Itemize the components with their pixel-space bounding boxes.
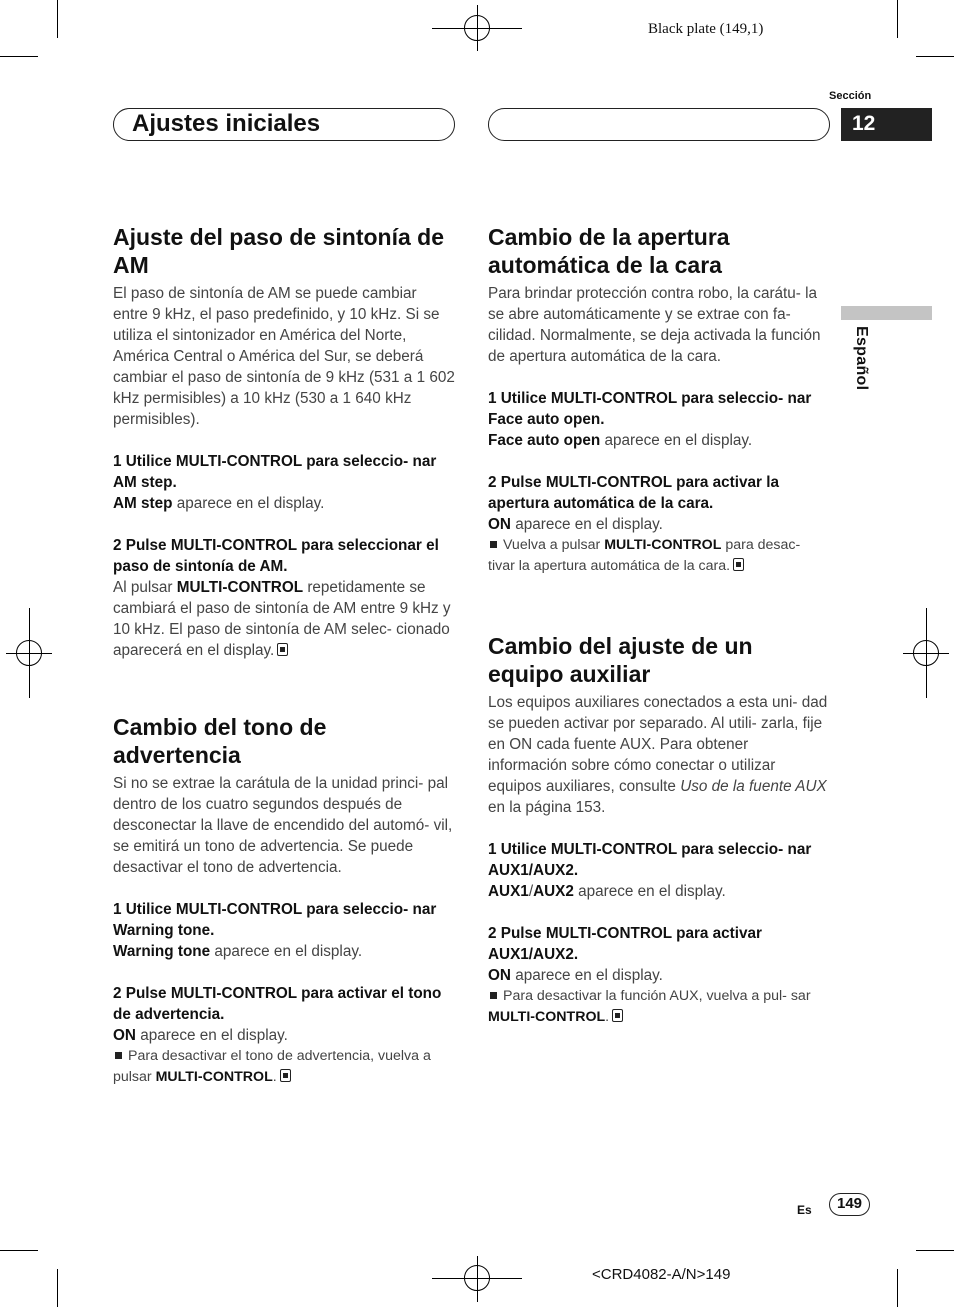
header-title: Ajustes iniciales bbox=[132, 110, 321, 137]
footer-lang-code: Es bbox=[797, 1203, 812, 1217]
end-mark-icon bbox=[612, 1009, 623, 1022]
bullet-square-icon bbox=[115, 1052, 122, 1059]
step-1: 1 Utilice MULTI-CONTROL para seleccio- nar AM step. bbox=[113, 453, 437, 491]
left-column bbox=[113, 223, 455, 1088]
section-number-badge: 12 bbox=[841, 108, 932, 141]
plate-label: Black plate (149,1) bbox=[648, 21, 764, 37]
section-title: Cambio del tono de advertencia bbox=[113, 714, 327, 768]
header-pill-right bbox=[488, 108, 830, 141]
note: Vuelva a pulsar MULTI-CONTROL para desac- tivar la apertura automática de la cara. bbox=[488, 537, 801, 574]
right-column bbox=[488, 223, 830, 1028]
section-am-step bbox=[113, 223, 455, 661]
crop-mark-tr-v bbox=[897, 0, 898, 38]
step-2: 2 Pulse MULTI-CONTROL para activar AUX1/AUX2. bbox=[488, 925, 762, 963]
step-1-result: AUX1/AUX2 aparece en el display. bbox=[488, 883, 726, 900]
section-aux bbox=[488, 632, 830, 1028]
crop-mark-tl-h bbox=[0, 56, 38, 57]
step-1: 1 Utilice MULTI-CONTROL para seleccio- nar AUX1/AUX2. bbox=[488, 841, 812, 879]
job-code: <CRD4082-A/N>149 bbox=[592, 1266, 731, 1283]
crop-mark-br-v bbox=[897, 1269, 898, 1307]
crop-mark-tl-v bbox=[57, 0, 58, 38]
step-2-result: ON aparece en el display. bbox=[488, 516, 663, 533]
end-mark-icon bbox=[733, 558, 744, 571]
bullet-square-icon bbox=[490, 992, 497, 999]
page-number: 149 bbox=[829, 1193, 870, 1216]
language-tab-bar bbox=[841, 306, 932, 320]
section-label: Sección bbox=[829, 90, 872, 102]
step-2-result: Al pulsar MULTI-CONTROL repetidamente se cambiará el paso de sintonía de AM entre 9 kHz y 10 kHz. El paso de sintonía de AM selec- cionado aparecerá en el display. bbox=[113, 579, 451, 659]
section-title: Cambio del ajuste de un equipo auxiliar bbox=[488, 633, 753, 687]
crop-mark-bl-h bbox=[0, 1250, 38, 1251]
bullet-square-icon bbox=[490, 541, 497, 548]
step-1: 1 Utilice MULTI-CONTROL para seleccio- nar Face auto open. bbox=[488, 390, 812, 428]
section-intro: El paso de sintonía de AM se puede cambiar entre 9 kHz, el paso predefinido, y 10 kHz. Si se utiliza el sintonizador en América del Norte, América Central o América del Sur, se deberá cambiar el paso de sintonía de 9 kHz (531 a 1 602 kHz permisibles) a 10 kHz (530 a 1 640 kHz permisibles). bbox=[113, 285, 455, 428]
crop-mark-tr-h bbox=[916, 56, 954, 57]
section-intro: Si no se extrae la carátula de la unidad princi- pal dentro de los cuatro segundos después de desconectar la llave de encendido del automó- vil, se emitirá un tono de advertencia. Se puede desactivar el tono de advertencia. bbox=[113, 775, 453, 876]
step-1: 1 Utilice MULTI-CONTROL para seleccio- nar Warning tone. bbox=[113, 901, 437, 939]
crop-mark-bl-v bbox=[57, 1269, 58, 1307]
end-mark-icon bbox=[277, 643, 288, 656]
section-face-open bbox=[488, 223, 830, 577]
section-intro: Los equipos auxiliares conectados a esta uni- dad se pueden activar por separado. Al utili- zarla, fije en ON cada fuente AUX. Para obtener información sobre cómo conectar o utilizar equipos auxiliares, consulte Uso de la fuente AUX en la página 153. bbox=[488, 694, 828, 816]
section-intro: Para brindar protección contra robo, la carátu- la se abre automáticamente y se extrae con fa- cilidad. Normalmente, se deja activada la función de apertura automática de la cara. bbox=[488, 285, 821, 365]
step-1-result: Warning tone aparece en el display. bbox=[113, 943, 363, 960]
step-2-result: ON aparece en el display. bbox=[113, 1027, 288, 1044]
section-title: Ajuste del paso de sintonía de AM bbox=[113, 224, 445, 278]
crop-mark-br-h bbox=[916, 1250, 954, 1251]
step-2: 2 Pulse MULTI-CONTROL para activar la apertura automática de la cara. bbox=[488, 474, 779, 512]
section-title: Cambio de la apertura automática de la cara bbox=[488, 224, 730, 278]
step-2: 2 Pulse MULTI-CONTROL para activar el tono de advertencia. bbox=[113, 985, 442, 1023]
note: Para desactivar el tono de advertencia, vuelva a pulsar MULTI-CONTROL. bbox=[113, 1048, 431, 1085]
step-2-result: ON aparece en el display. bbox=[488, 967, 663, 984]
note: Para desactivar la función AUX, vuelva a pul- sar MULTI-CONTROL. bbox=[488, 988, 811, 1025]
language-tab-label: Español bbox=[853, 326, 870, 391]
section-warning-tone bbox=[113, 713, 455, 1088]
step-1-result: AM step aparece en el display. bbox=[113, 495, 325, 512]
step-2: 2 Pulse MULTI-CONTROL para seleccionar el paso de sintonía de AM. bbox=[113, 537, 439, 575]
end-mark-icon bbox=[280, 1069, 291, 1082]
step-1-result: Face auto open aparece en el display. bbox=[488, 432, 753, 449]
